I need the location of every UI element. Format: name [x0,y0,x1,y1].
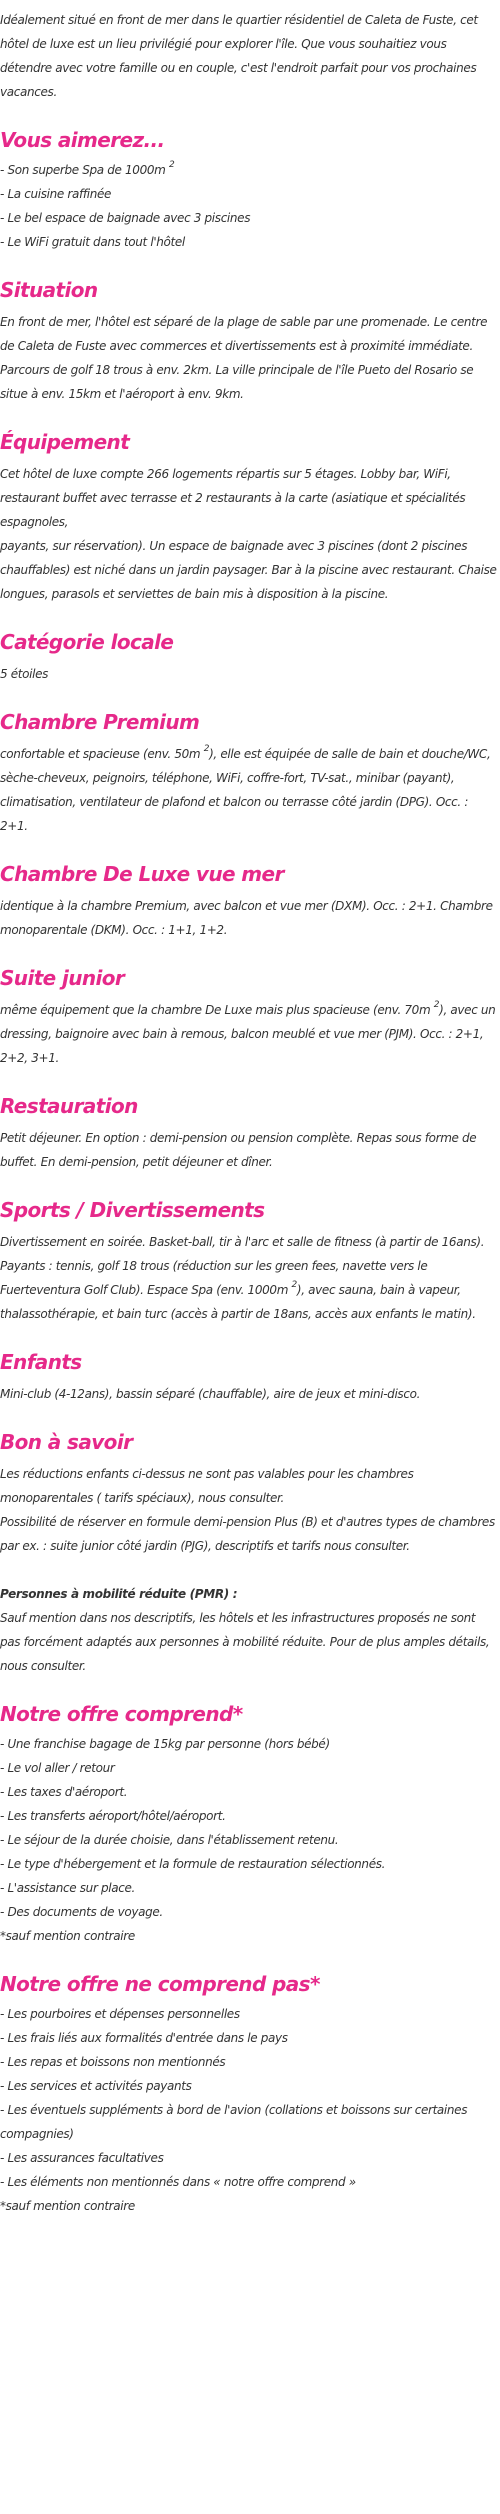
list-item: - Le WiFi gratuit dans tout l'hôtel [0,235,185,249]
list-item: - Les frais liés aux formalités d'entrée dans le pays [0,2031,288,2045]
ne-comprend-list [0,2002,498,2218]
list-item: - Des documents de voyage. [0,1905,163,1919]
list-item [0,158,498,182]
equipement-line-2: payants, sur réservation). Un espace de baignade avec 3 piscines (dont 2 piscines chauffables) est niché dans un jardin paysager. Bar à la piscine avec restaurant. Chaise longues, parasols et serviettes de bain mis à disposition à la piscine. [0,539,497,601]
restauration-text: Petit déjeuner. En option : demi-pension ou pension complète. Repas sous forme de buffet. En demi-pension, petit déjeuner et dîner. [0,1131,477,1169]
list-item: - Les transferts aéroport/hôtel/aéroport. [0,1809,226,1823]
section-heading-ne-comprend: Notre offre ne comprend pas* [0,1972,320,1996]
sports-line-2-start: Payants : tennis, golf 18 trous (réduction sur les green fees, navette vers le Fuerteventura Golf Club). Espace Spa (env. 1000m [0,1259,428,1297]
section-heading-savoir: Bon à savoir [0,1430,133,1454]
pmr-block [0,1582,498,1678]
section-heading-comprend: Notre offre comprend* [0,1702,243,1726]
premium-text-start: confortable et spacieuse (env. 50m [0,747,204,761]
spacer [0,1558,498,1576]
list-item: - Les taxes d'aéroport. [0,1785,128,1799]
deluxe-text: identique à la chambre Premium, avec balcon et vue mer (DXM). Occ. : 2+1. Chambre monoparentale (DKM). Occ. : 1+1, 1+2. [0,899,493,937]
superscript: 2 [168,160,175,170]
list-item: - Une franchise bagage de 15kg par personne (hors bébé) [0,1737,330,1751]
situation-text: En front de mer, l'hôtel est séparé de la plage de sable par une promenade. Le centre de Caleta de Fuste avec commerces et divertissements est à proximité immédiate. Parcours de golf 18 trous à env. 2km. La ville principale de l'île Pueto del Rosario se situe à env. 15km et l'aéroport à env. 9km. [0,315,488,401]
premium-text-end: ), elle est équipée de salle de bain et douche/WC, sèche-cheveux, peignoirs, téléphone, WiFi, coffre-fort, TV-sat., minibar (payant), climatisation, ventilateur de plafond et balcon ou terrasse côté jardin (DPG). Occ. : 2+1. [0,747,491,833]
list-item: - Les éléments non mentionnés dans « notre offre comprend » [0,2175,356,2189]
section-heading-restauration: Restauration [0,1094,138,1118]
superscript: 2 [203,744,210,754]
intro-text: Idéalement situé en front de mer dans le quartier résidentiel de Caleta de Fuste, cet hôtel de luxe est un lieu privilégié pour explorer l'île. Que vous souhaitiez vous détendre avec votre famille ou en couple, c'est l'endroit parfait pour vos prochaines vacances. [0,13,478,99]
section-heading-situation: Situation [0,278,98,302]
aimerez-list [0,158,498,254]
list-item: - Les assurances facultatives [0,2151,164,2165]
superscript: 2 [433,1000,440,1010]
sports-line-2-end: ), avec sauna, bain à vapeur, thalassothérapie, et bain turc (accès à partir de 18ans, accès aux enfants le matin). [0,1283,476,1321]
list-item: - Les services et activités payants [0,2079,192,2093]
suite-text-end: ), avec un dressing, baignoire avec bain à remous, balcon meublé et vue mer (PJM). Occ. : 2+1, 2+2, 3+1. [0,1003,496,1065]
spa-text: - Son superbe Spa de 1000m [0,163,166,177]
enfants-text: Mini-club (4-12ans), bassin séparé (chauffable), aire de jeux et mini-disco. [0,1387,421,1401]
superscript: 2 [291,1280,297,1290]
sports-text [0,1230,498,1326]
footnote: *sauf mention contraire [0,2199,135,2213]
list-item: - Les repas et boissons non mentionnés [0,2055,226,2069]
section-heading-suite: Suite junior [0,966,125,990]
list-item: - L'assistance sur place. [0,1881,135,1895]
savoir-text [0,1462,498,1558]
list-item: - Le bel espace de baignade avec 3 piscines [0,211,251,225]
list-item: - Les pourboires et dépenses personnelles [0,2007,240,2021]
list-item: - Le vol aller / retour [0,1761,115,1775]
list-item: - Les éventuels suppléments à bord de l'avion (collations et boissons sur certaines compagnies) [0,2103,468,2141]
pmr-text: Sauf mention dans nos descriptifs, les hôtels et les infrastructures proposés ne sont pas forcément adaptés aux personnes à mobilité réduite. Pour de plus amples détails, nous consulter. [0,1611,490,1673]
section-heading-categorie: Catégorie locale [0,630,174,654]
sports-line-1: Divertissement en soirée. Basket-ball, tir à l'arc et salle de fitness (à partir de 16ans). [0,1235,485,1249]
section-heading-premium: Chambre Premium [0,710,200,734]
suite-text [0,998,498,1070]
pmr-label: Personnes à mobilité réduite (PMR) : [0,1587,238,1601]
comprend-list [0,1732,498,1948]
savoir-line-1: Les réductions enfants ci-dessus ne sont pas valables pour les chambres monoparentales ( tarifs spéciaux), nous consulter. [0,1467,414,1505]
list-item: - Le type d'hébergement et la formule de restauration sélectionnés. [0,1857,386,1871]
section-heading-equipement: Équipement [0,430,130,454]
equipement-line-1: Cet hôtel de luxe compte 266 logements répartis sur 5 étages. Lobby bar, WiFi, restaurant buffet avec terrasse et 2 restaurants à la carte (asiatique et spécialités espagnoles, [0,467,466,529]
section-heading-deluxe: Chambre De Luxe vue mer [0,862,284,886]
section-heading-sports: Sports / Divertissements [0,1198,265,1222]
section-heading-enfants: Enfants [0,1350,82,1374]
categorie-text: 5 étoiles [0,667,49,681]
savoir-line-2: Possibilité de réserver en formule demi-pension Plus (B) et d'autres types de chambres par ex. : suite junior côté jardin (PJG), descriptifs et tarifs nous consulter. [0,1515,495,1553]
equipement-text [0,462,498,606]
list-item: - Le séjour de la durée choisie, dans l'établissement retenu. [0,1833,339,1847]
section-heading-aimerez: Vous aimerez... [0,128,165,152]
premium-text [0,742,498,838]
list-item: - La cuisine raffinée [0,187,112,201]
footnote: *sauf mention contraire [0,1929,135,1943]
suite-text-start: même équipement que la chambre De Luxe mais plus spacieuse (env. 70m [0,1003,434,1017]
